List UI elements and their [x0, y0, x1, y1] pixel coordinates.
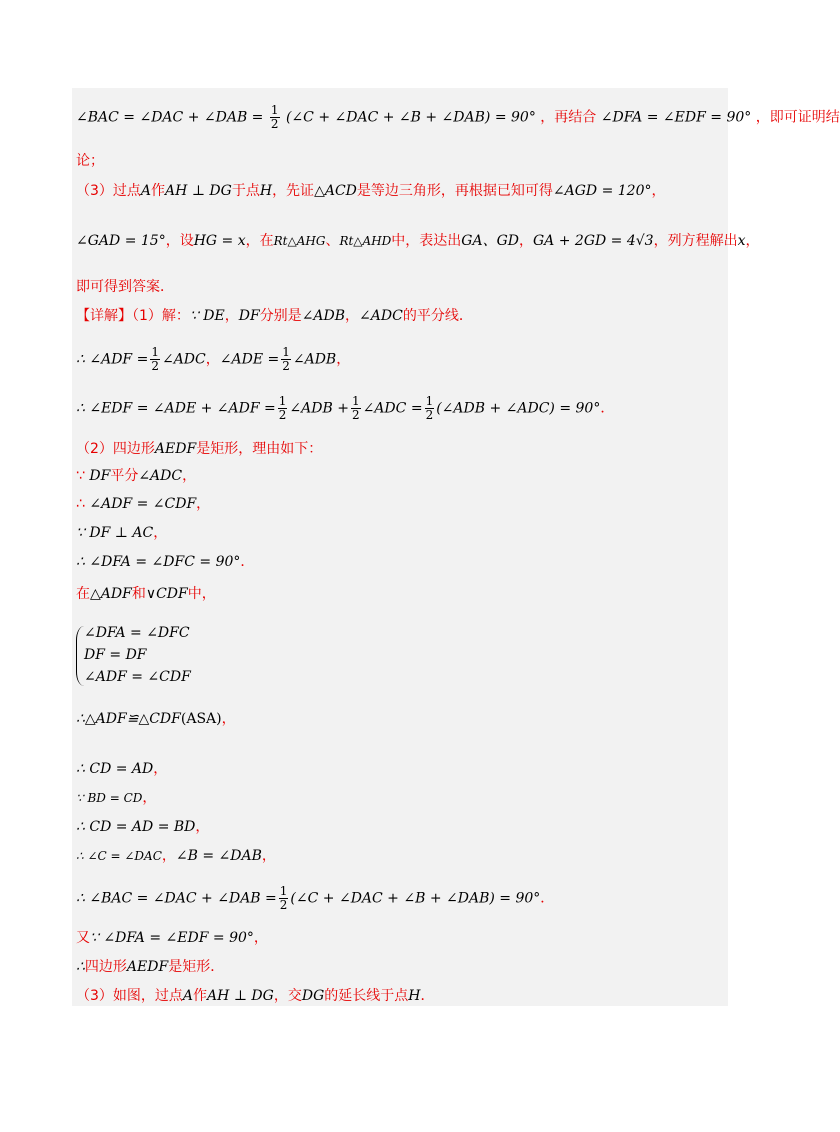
math: DG	[301, 988, 325, 1004]
math: (∠ADB + ∠ADC) = 90°	[436, 400, 601, 417]
math: (∠C + ∠DAC + ∠B + ∠DAB) = 90°	[285, 109, 536, 126]
math: ∠ADC	[138, 468, 183, 484]
line-14	[76, 585, 216, 603]
text: 是等边三角形，再根据已知可得	[356, 183, 553, 199]
text: 分别是	[259, 308, 302, 324]
text: ，设	[165, 233, 194, 249]
math: A	[182, 988, 194, 1004]
line-5	[76, 278, 174, 296]
text: 于点	[231, 183, 260, 199]
math: ∠ADF = ∠CDF	[84, 669, 191, 685]
line-23	[76, 987, 434, 1005]
math: ∴ ∠EDF = ∠ADE + ∠ADF =	[76, 400, 276, 417]
frac-den: 2	[425, 408, 434, 422]
frac-num: 1	[351, 394, 360, 408]
math: △ACD	[314, 183, 357, 199]
line-22	[76, 958, 224, 976]
line-8	[76, 395, 614, 422]
solution-panel	[72, 88, 728, 1006]
text: ，	[142, 790, 157, 806]
fraction	[150, 346, 160, 373]
math: ∠GAD = 15°	[76, 233, 166, 249]
frac-den: 2	[351, 408, 360, 422]
line-1	[76, 104, 840, 131]
math: GA + 2GD = 4√3	[532, 233, 654, 249]
text: 中，表达出	[391, 233, 462, 249]
fraction	[281, 346, 291, 373]
line-3	[76, 182, 666, 200]
math: ∴ ∠BAC = ∠DAC + ∠DAB =	[76, 890, 277, 907]
math: ∴	[76, 959, 85, 975]
math: ∴ ∠C = ∠DAC	[76, 849, 162, 863]
math: △ADF	[90, 586, 132, 602]
math: ∴△ADF≌△CDF	[76, 711, 181, 727]
line-16	[76, 760, 167, 778]
text: 【详解】（1）解：	[76, 308, 190, 324]
line-2	[76, 152, 104, 170]
text: ，	[224, 308, 239, 324]
line-21	[76, 929, 268, 947]
frac-num: 1	[270, 103, 279, 117]
math: ∴ ∠ADF =	[76, 351, 149, 368]
math: ∵ BD = CD	[76, 791, 143, 805]
fraction	[425, 395, 435, 422]
text: ，	[745, 233, 760, 249]
line-17	[76, 789, 156, 807]
text: ，	[153, 761, 168, 777]
math: ∠DFA = ∠EDF = 90°	[600, 109, 752, 126]
text: ，	[161, 848, 176, 864]
frac-num: 1	[425, 394, 434, 408]
line-11	[76, 495, 210, 513]
math: ∴ CD = AD	[76, 761, 154, 777]
math: ∠ADB	[292, 351, 337, 368]
math: ∠ADB +	[289, 400, 349, 417]
text: 论；	[76, 153, 104, 169]
text: ，交	[273, 988, 302, 1004]
math: (ASA)	[180, 711, 222, 727]
math: ∠ADC	[359, 308, 403, 324]
text: 的延长线于点	[324, 988, 409, 1004]
math: DF	[89, 468, 111, 484]
frac-num: 1	[151, 345, 159, 359]
line-9	[76, 440, 322, 458]
math: ∴ ∠DFA = ∠DFC = 90°	[76, 554, 241, 570]
line-4	[76, 232, 760, 250]
math: A	[140, 183, 152, 199]
text: ．	[600, 400, 615, 417]
math: ∠BAC = ∠DAC + ∠DAB =	[76, 109, 264, 126]
line-15	[76, 710, 236, 728]
text: 作	[151, 183, 166, 199]
fraction	[278, 395, 288, 422]
text: 四边形	[84, 959, 127, 975]
text: 平分	[110, 468, 139, 484]
frac-den: 2	[279, 898, 288, 912]
line-7	[76, 346, 350, 373]
math: ∠ADE =	[219, 351, 280, 368]
math: ∵ DF ⊥ AC	[76, 525, 154, 541]
system-eq-1	[84, 624, 190, 642]
math: Rt△AHD	[339, 234, 392, 248]
text: ，	[651, 183, 666, 199]
text: （2）四边形	[76, 441, 155, 457]
text: ，列方程解出	[653, 233, 738, 249]
math: (∠C + ∠DAC + ∠B + ∠DAB) = 90°	[290, 890, 541, 907]
text: ．	[240, 554, 255, 570]
text: （3）过点	[76, 183, 141, 199]
frac-den: 2	[282, 359, 290, 373]
line-6	[76, 307, 473, 325]
text: ，	[196, 496, 211, 512]
text: ．	[420, 988, 435, 1004]
math: ∠AGD = 120°	[552, 183, 652, 199]
text: 是矩形，理由如下：	[196, 441, 323, 457]
frac-num: 1	[282, 345, 290, 359]
text: ，	[336, 351, 351, 368]
text: （3）如图，过点	[76, 988, 183, 1004]
frac-num: 1	[278, 394, 287, 408]
math: AH ⊥ DG	[207, 988, 274, 1004]
text: 作	[193, 988, 208, 1004]
text: ，	[253, 930, 268, 946]
text: ．	[540, 890, 555, 907]
text: 、	[325, 233, 340, 249]
fraction	[270, 104, 280, 131]
text: ∴	[76, 496, 85, 512]
text: ∵	[76, 468, 85, 484]
math: ∠ADB	[301, 308, 346, 324]
frac-den: 2	[278, 408, 287, 422]
math: AEDF	[154, 441, 197, 457]
frac-num: 1	[279, 884, 288, 898]
math: DF = DF	[84, 647, 147, 663]
text: ，	[221, 711, 236, 727]
line-12	[76, 524, 167, 542]
text: 又	[76, 930, 90, 946]
text: 是矩形．	[168, 959, 225, 975]
math: ∠ADF = ∠CDF	[89, 496, 197, 512]
text: 在	[76, 586, 90, 602]
math: AEDF	[126, 959, 169, 975]
text: 和	[131, 586, 146, 602]
math: DF	[238, 308, 260, 324]
line-10	[76, 467, 196, 485]
fraction	[279, 885, 289, 912]
text: ，先证	[272, 183, 315, 199]
text: ，	[261, 848, 276, 864]
math: ∠DFA = ∠DFC	[84, 625, 190, 641]
text: ，即可证明结	[755, 109, 840, 126]
text: ，	[345, 308, 360, 324]
text: ，在	[245, 233, 274, 249]
line-13	[76, 553, 254, 571]
text: ，	[182, 468, 197, 484]
text: ，	[153, 525, 168, 541]
system-eq-3	[84, 668, 191, 686]
math: ∠B = ∠DAB	[175, 848, 262, 864]
text: 即可得到答案．	[76, 279, 174, 295]
text: 的平分线．	[402, 308, 473, 324]
math: AH ⊥ DG	[165, 183, 232, 199]
frac-den: 2	[270, 117, 279, 131]
math: ∠ADC =	[362, 400, 423, 417]
math: ∠ADC	[161, 351, 206, 368]
math: H	[408, 988, 421, 1004]
text: ，	[518, 233, 533, 249]
text: 中，	[187, 586, 216, 602]
math: x	[737, 233, 746, 249]
math: ∵ ∠DFA = ∠EDF = 90°	[90, 930, 254, 946]
math: ∴ CD = AD = BD	[76, 819, 196, 835]
math: ∵ DE	[189, 308, 225, 324]
text: ，	[205, 351, 220, 368]
line-18	[76, 818, 209, 836]
math: GA、GD	[461, 233, 519, 249]
math: Rt△AHG	[273, 234, 326, 248]
system-eq-2	[84, 646, 147, 664]
line-19	[76, 847, 276, 865]
text: ，再结合	[540, 109, 597, 126]
fraction	[351, 395, 361, 422]
math: ∨CDF	[145, 586, 188, 602]
math: HG = x	[193, 233, 246, 249]
math: H	[259, 183, 273, 199]
line-20	[76, 885, 554, 912]
frac-den: 2	[151, 359, 159, 373]
text: ，	[195, 819, 210, 835]
